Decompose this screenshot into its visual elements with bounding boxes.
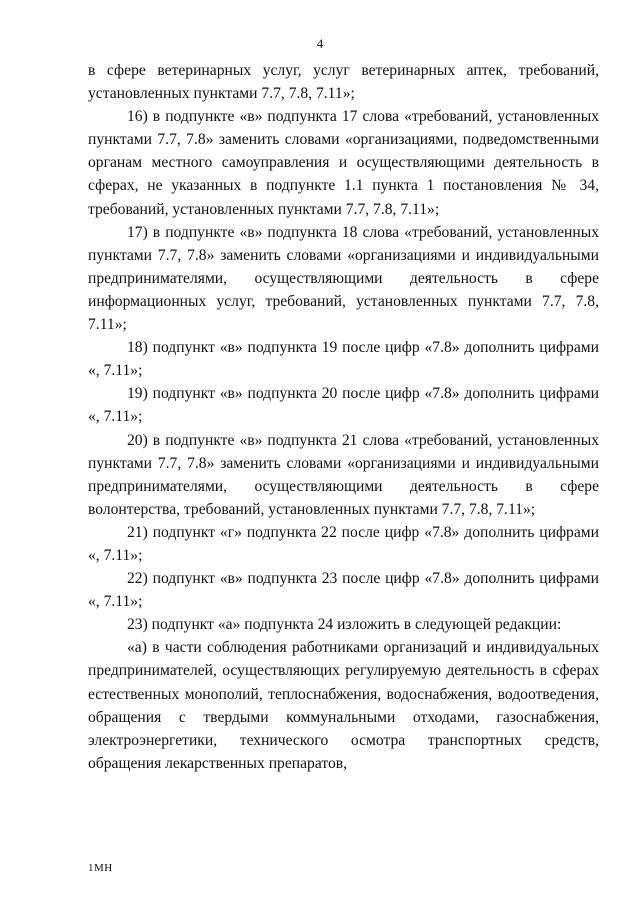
paragraph-item-21: 21) подпункт «г» подпункта 22 после цифр «7.8» дополнить цифрами «, 7.11»;	[88, 523, 599, 564]
paragraph-item-18: 18) подпункт «в» подпункта 19 после цифр «7.8» дополнить цифрами «, 7.11»;	[88, 339, 599, 380]
paragraph-continuation: в сфере ветеринарных услуг, услуг ветеринарных аптек, требований, установленных пунктами 7.7, 7.8, 7.11»;	[88, 62, 599, 103]
paragraph-item-23: 23) подпункт «а» подпункта 24 изложить в следующей редакции:	[127, 616, 562, 634]
footer-mark: 1МН	[88, 862, 113, 874]
paragraph-quoted-a: «а) в части соблюдения работниками организаций и индивидуальных предпринимателей, осуществляющих регулируемую деятельность в сферах естественных монополий, теплоснабжения, водоснабжения, водоотведения, обращения с твердыми коммунальными отходами, газоснабжения, электроэнергетики, технического осмотра транспортных средств, обращения лекарственных препаратов,	[88, 639, 599, 772]
paragraph-item-16: 16) в подпункте «в» подпункта 17 слова «требований, установленных пунктами 7.7, 7.8» заменить словами «организациями, подведомственными органам местного самоуправления и осуществляющими деятельность в сферах, не указанных в подпункте 1.1 пункта 1 постановления № 34, требований, установленных пунктами 7.7, 7.8, 7.11»;	[88, 108, 599, 218]
document-body	[88, 59, 599, 775]
paragraph-item-22: 22) подпункт «в» подпункта 23 после цифр «7.8» дополнить цифрами «, 7.11»;	[88, 570, 599, 611]
paragraph-item-19: 19) подпункт «в» подпункта 20 после цифр «7.8» дополнить цифрами «, 7.11»;	[88, 385, 599, 426]
paragraph-item-17: 17) в подпункте «в» подпункта 18 слова «требований, установленных пунктами 7.7, 7.8» заменить словами «организациями и индивидуальными предпринимателями, осуществляющими деятельность в сфере информационных услуг, требований, установленных пунктами 7.7, 7.8, 7.11»;	[88, 223, 599, 334]
paragraph-item-20: 20) в подпункте «в» подпункта 21 слова «требований, установленных пунктами 7.7, 7.8» заменить словами «организациями и индивидуальными предпринимателями, осуществляющими деятельность в сфере волонтерства, требований, установленных пунктами 7.7, 7.8, 7.11»;	[88, 431, 599, 518]
page-number: 4	[316, 36, 324, 51]
